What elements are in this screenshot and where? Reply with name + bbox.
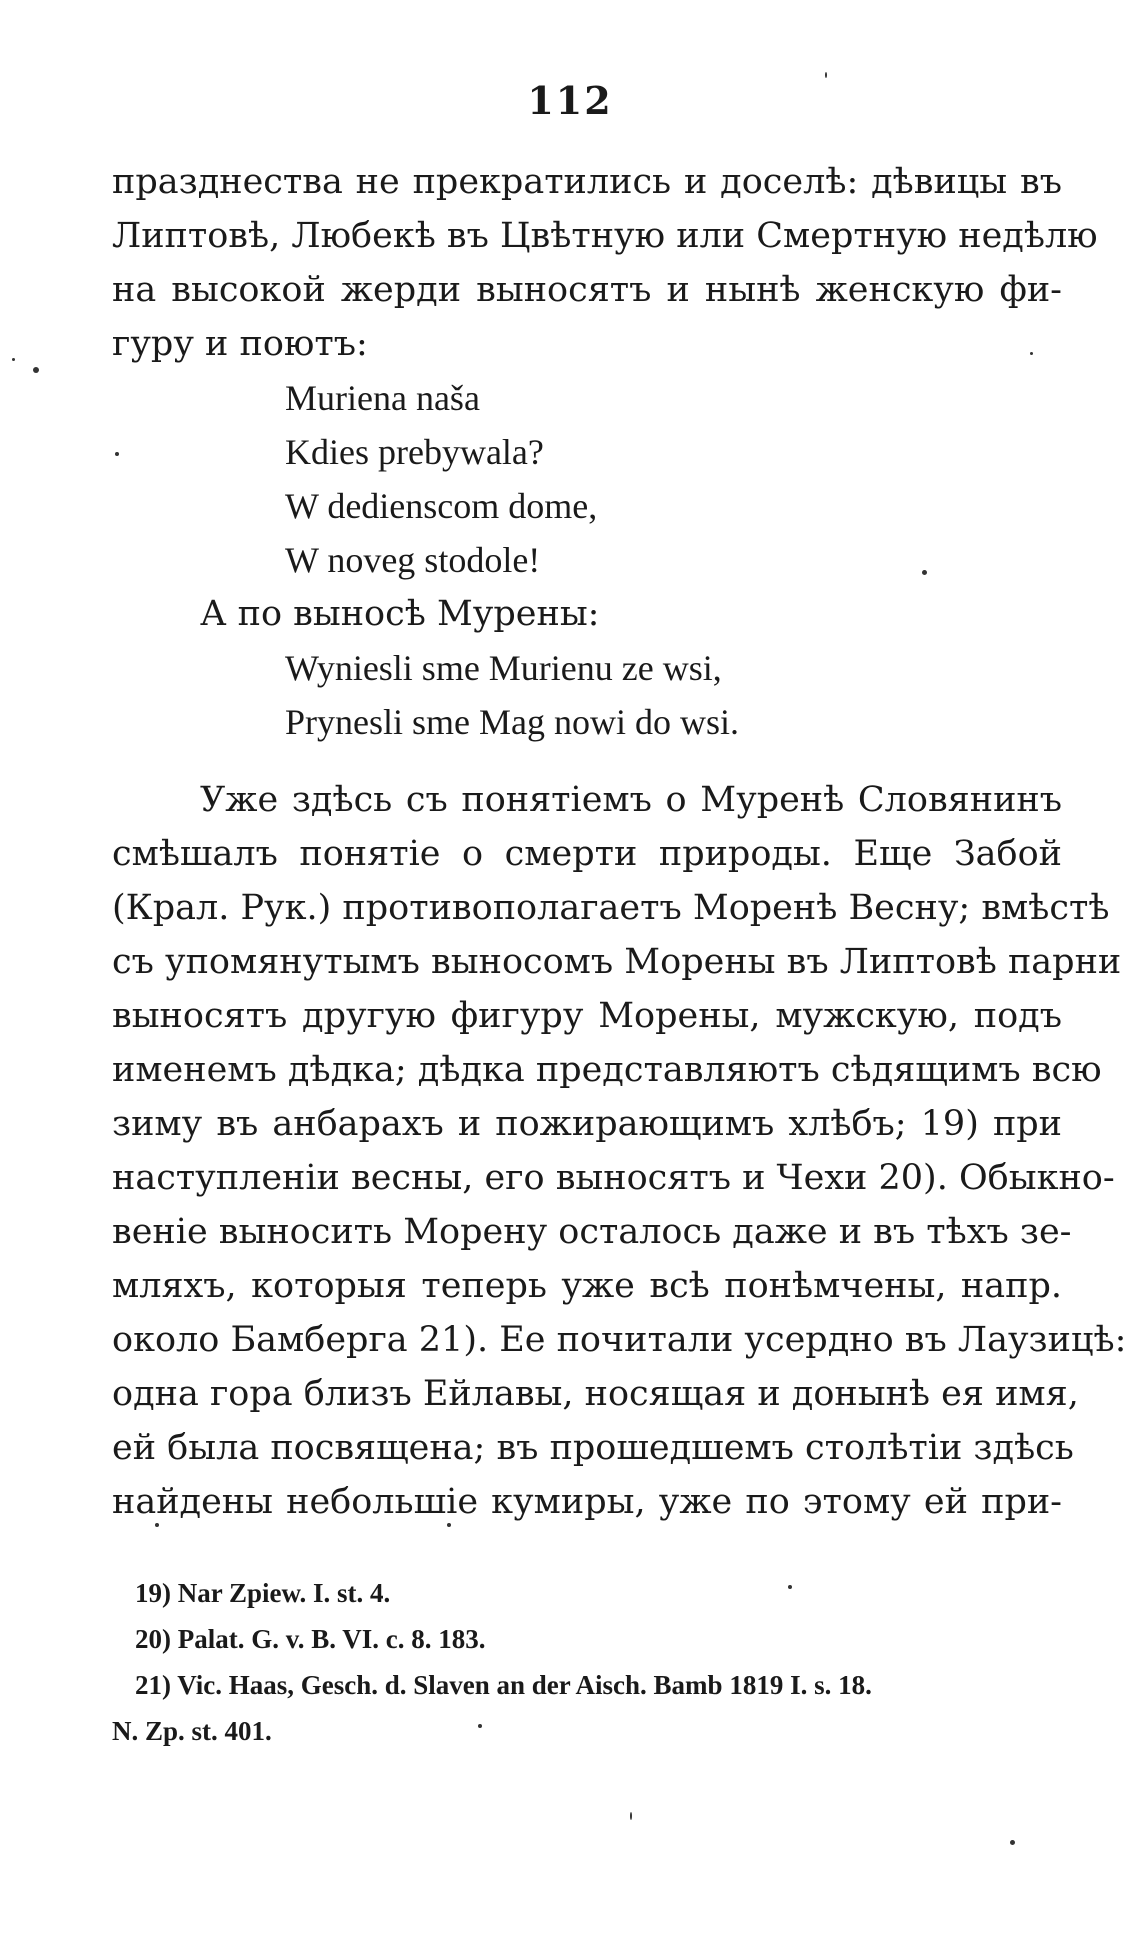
text-line: выносятъ другую фигуру Морены, мужскую, подъ — [112, 996, 1062, 1036]
verse-line: Prynesli sme Mag nowi do wsi. — [285, 702, 739, 742]
text-line: съ упомянутымъ выносомъ Морены въ Липтовѣ парни — [112, 942, 1122, 982]
scan-speck — [12, 358, 15, 361]
text-line: смѣшалъ понятіе о смерти природы. Еще Забой — [112, 834, 1062, 874]
text-line: на высокой жерди выносятъ и нынѣ женскую фи- — [112, 270, 1062, 310]
page-number: 112 — [527, 78, 613, 123]
scan-speck — [1030, 352, 1033, 355]
verse-line: Muriena naša — [285, 378, 480, 418]
text-line: празднества не прекратились и доселѣ: дѣвицы въ — [112, 162, 1062, 202]
footnote: 20) Palat. G. v. B. VI. c. 8. 183. — [135, 1624, 486, 1654]
scan-speck — [825, 72, 827, 78]
verse-line: W noveg stodole! — [285, 540, 541, 580]
footnote: 19) Nar Zpiew. I. st. 4. — [135, 1578, 391, 1608]
text-line: около Бамберга 21). Ее почитали усердно въ Лаузицѣ: — [112, 1320, 1127, 1360]
scan-speck — [788, 1585, 792, 1589]
text-line: гуру и поютъ: — [112, 324, 368, 364]
scan-speck — [478, 1724, 482, 1728]
scan-speck — [447, 1523, 451, 1527]
text-line: одна гора близъ Ейлавы, носящая и донынѣ ея имя, — [112, 1374, 1079, 1414]
scan-speck — [1010, 1840, 1015, 1845]
verse-line: W dedienscom dome, — [285, 486, 598, 526]
scan-speck — [922, 570, 927, 575]
text-line: найдены небольшіе кумиры, уже по этому ей при- — [112, 1482, 1062, 1522]
scan-speck — [33, 367, 39, 373]
text-line: Уже здѣсь съ понятіемъ о Муренѣ Словянинъ — [200, 780, 1062, 820]
text-line: наступленіи весны, его выносятъ и Чехи 20). Обыкно- — [112, 1158, 1115, 1198]
scan-speck — [630, 1812, 632, 1820]
footnote: 21) Vic. Haas, Gesch. d. Slaven an der Aisch. Bamb 1819 I. s. 18. — [135, 1670, 872, 1700]
text-line: веніе выносить Морену осталось даже и въ тѣхъ зе- — [112, 1212, 1072, 1252]
text-line: мляхъ, которыя теперь уже всѣ понѣмчены, напр. — [112, 1266, 1062, 1306]
text-line: Липтовѣ, Любекѣ въ Цвѣтную или Смертную недѣлю — [112, 216, 1098, 256]
scan-speck — [155, 1523, 159, 1527]
text-line: А по выносѣ Мурены: — [200, 594, 600, 634]
text-line: именемъ дѣдка; дѣдка представляютъ сѣдящимъ всю — [112, 1050, 1102, 1090]
text-line: зиму въ анбарахъ и пожирающимъ хлѣбъ; 19) при — [112, 1104, 1062, 1144]
scan-speck — [115, 452, 119, 456]
footnote: N. Zp. st. 401. — [112, 1716, 272, 1746]
text-line: ей была посвящена; въ прошедшемъ столѣтіи здѣсь — [112, 1428, 1074, 1468]
verse-line: Kdies prebywala? — [285, 432, 544, 472]
verse-line: Wyniesli sme Murienu ze wsi, — [285, 648, 722, 688]
text-line: (Крал. Рук.) противополагаетъ Моренѣ Весну; вмѣстѣ — [112, 888, 1110, 928]
